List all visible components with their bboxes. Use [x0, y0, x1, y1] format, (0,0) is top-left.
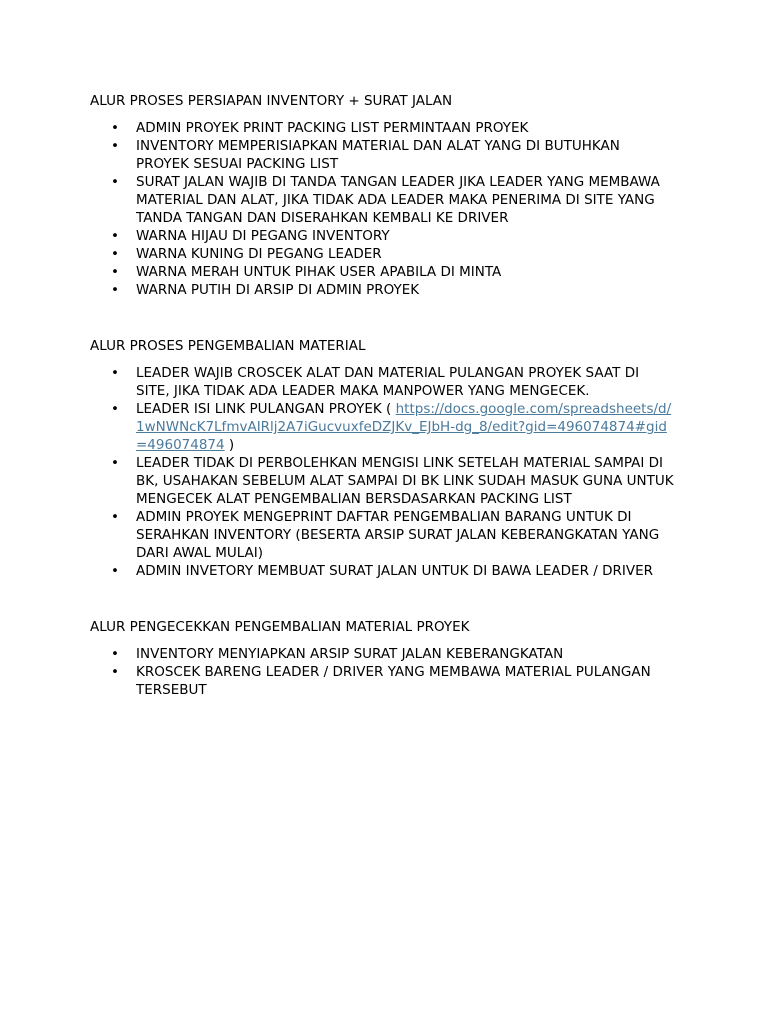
- list-item: • WARNA KUNING DI PEGANG LEADER: [111, 246, 382, 262]
- list-item: • ADMIN PROYEK MENGEPRINT DAFTAR PENGEMBALIAN BARANG UNTUK DI SERAHKAN INVENTORY (BESERTA ARSIP SURAT JALAN KEBERANGKATAN YANG DARI AWAL MULAI): [111, 509, 660, 561]
- bullet-list: [90, 119, 690, 299]
- bullet-icon: •: [111, 563, 119, 579]
- list-item: • KROSCEK BARENG LEADER / DRIVER YANG MEMBAWA MATERIAL PULANGAN TERSEBUT: [111, 664, 651, 698]
- section-persiapan-inventory: [90, 92, 690, 299]
- bullet-icon: •: [111, 264, 119, 280]
- list-item: • ADMIN INVETORY MEMBUAT SURAT JALAN UNTUK DI BAWA LEADER / DRIVER: [111, 563, 653, 579]
- spreadsheet-link[interactable]: https://docs.google.com/spreadsheets/d/1wNWNcK7LfmvAIRlj2A7iGucvuxfeDZJKv_EJbH-dg_8/edit?gid=496074874#gid=496074874: [136, 401, 672, 453]
- list-item: • SURAT JALAN WAJIB DI TANDA TANGAN LEADER JIKA LEADER YANG MEMBAWA MATERIAL DAN ALAT, JIKA TIDAK ADA LEADER MAKA PENERIMA DI SITE YANG TANDA TANGAN DAN DISERAHKAN KEMBALI KE DRIVER: [111, 174, 660, 226]
- list-item: • INVENTORY MENYIAPKAN ARSIP SURAT JALAN KEBERANGKATAN: [111, 646, 564, 662]
- bullet-icon: •: [111, 365, 119, 381]
- list-item: • WARNA MERAH UNTUK PIHAK USER APABILA DI MINTA: [111, 264, 502, 280]
- section-pengecekkan-pengembalian: [90, 618, 690, 699]
- bullet-icon: •: [111, 401, 119, 417]
- section-heading: ALUR PROSES PERSIAPAN INVENTORY + SURAT JALAN: [90, 93, 453, 109]
- bullet-icon: •: [111, 138, 119, 154]
- link-suffix: ): [224, 437, 235, 453]
- bullet-icon: •: [111, 646, 119, 662]
- bullet-list: [90, 645, 690, 699]
- bullet-icon: •: [111, 282, 119, 298]
- list-item: • ADMIN PROYEK PRINT PACKING LIST PERMINTAAN PROYEK: [111, 120, 529, 136]
- section-pengembalian-material: [90, 337, 690, 580]
- bullet-icon: •: [111, 455, 119, 471]
- list-item: • LEADER TIDAK DI PERBOLEHKAN MENGISI LINK SETELAH MATERIAL SAMPAI DI BK, USAHAKAN SEBELUM ALAT SAMPAI DI BK LINK SUDAH MASUK GUNA UNTUK MENGECEK ALAT PENGEMBALIAN BERSDASARKAN PACKING LIST: [111, 455, 674, 507]
- list-item: • WARNA HIJAU DI PEGANG INVENTORY: [111, 228, 390, 244]
- list-item: • WARNA PUTIH DI ARSIP DI ADMIN PROYEK: [111, 282, 420, 298]
- bullet-icon: •: [111, 246, 119, 262]
- bullet-icon: •: [111, 120, 119, 136]
- bullet-icon: •: [111, 664, 119, 680]
- bullet-icon: •: [111, 509, 119, 525]
- bullet-icon: •: [111, 174, 119, 190]
- list-item: • INVENTORY MEMPERISIAPKAN MATERIAL DAN ALAT YANG DI BUTUHKAN PROYEK SESUAI PACKING LIST: [111, 138, 620, 172]
- list-item: • LEADER WAJIB CROSCEK ALAT DAN MATERIAL PULANGAN PROYEK SAAT DI SITE, JIKA TIDAK ADA LEADER MAKA MANPOWER YANG MENGECEK.: [111, 365, 640, 399]
- bullet-icon: •: [111, 228, 119, 244]
- bullet-list: [90, 364, 690, 580]
- list-item-link: [90, 400, 676, 454]
- link-prefix: LEADER ISI LINK PULANGAN PROYEK (: [136, 401, 396, 417]
- section-heading: ALUR PENGECEKKAN PENGEMBALIAN MATERIAL PROYEK: [90, 619, 470, 635]
- section-heading: ALUR PROSES PENGEMBALIAN MATERIAL: [90, 338, 366, 354]
